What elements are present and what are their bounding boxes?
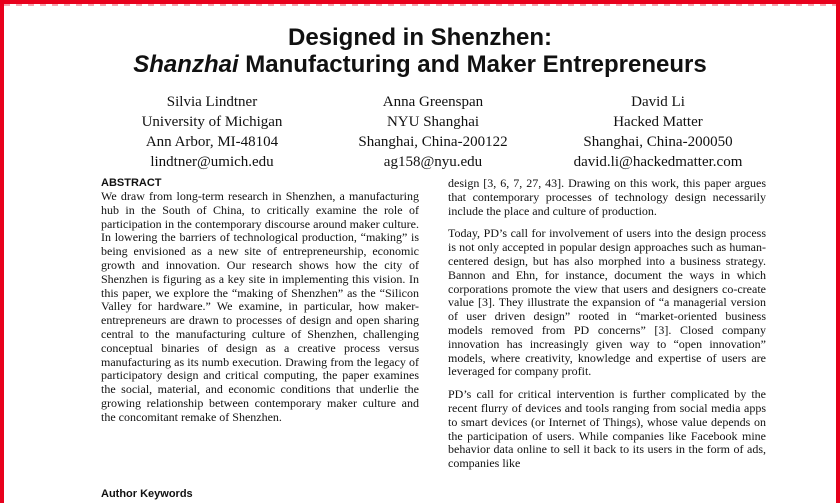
author-location: Shanghai, China-200122: [358, 134, 508, 150]
paper-title-line-2: [4, 51, 836, 79]
author-name: Silvia Lindtner: [166, 94, 258, 110]
author-block-2: [313, 92, 553, 172]
paper-title-rest: Manufacturing and Maker Entrepreneurs: [238, 51, 707, 78]
right-column: [448, 177, 766, 471]
abstract-heading: ABSTRACT: [101, 177, 162, 189]
author-name: Anna Greenspan: [382, 94, 484, 110]
author-email[interactable]: david.li@hackedmatter.com: [573, 154, 743, 170]
body-paragraph: PD’s call for critical intervention is further complicated by the recent flurry of devices and tools ranging from social media apps to smart devices (or Internet of Things), whose value depends on the participation of users. While companies like Facebook mine behavior data online to sell it back to its users in the form of ads, companies like: [448, 387, 766, 471]
author-block-3: [538, 92, 778, 172]
author-location: Shanghai, China-200050: [583, 134, 733, 150]
body-paragraph: design [3, 6, 7, 27, 43]. Drawing on this work, this paper argues that contemporary processes of technology design necessarily include the place and culture of production.: [448, 176, 766, 218]
left-column: [101, 177, 419, 425]
abstract-text: We draw from long-term research in Shenzhen, a manufacturing hub in the South of China, to critically examine the role of participation in the contemporary discourse around maker culture. In lowering the barriers of technological production, “making” is being envisioned as a new site of entrepreneurship, economic growth and innovation. Our research shows how the city of Shenzhen is figuring as a key site in implementing this vision. In this paper, we explore the “making of Shenzhen” as the “Silicon Valley for hardware.” We examine, in particular, how maker-entrepreneurs are drawn to processes of design and open sharing central to the manufacturing culture of Shenzhen, challenging conceptual binaries of design as a creative process versus manufacturing as its numb execution. Drawing from the legacy of participatory design and critical computing, the paper examines the social, material, and economic conditions that underlie the growing relationship between contemporary maker culture and the concomitant remake of Shenzhen.: [101, 189, 419, 424]
body-paragraph: Today, PD’s call for involvement of users into the design process is not only accepted in popular design approaches such as human-centered design, but has also morphed into a business strategy. Bannon and Ehn, for instance, document the ways in which corporations promote the view that users and designers co-create value [3]. They illustrate the expansion of “a managerial version of user driven design” rooted in “market-oriented business models removed from PD concerns” [3]. Closed company innovation has increasingly given way to “open innovation” models, where creativity, knowledge and expertise of users are leveraged for company profit.: [448, 226, 766, 379]
keywords-heading: Author Keywords: [101, 488, 193, 500]
author-name: David Li: [631, 94, 685, 110]
author-affiliation: University of Michigan: [141, 114, 283, 130]
paper-title-line-1: Designed in Shenzhen:: [287, 24, 553, 51]
author-email[interactable]: ag158@nyu.edu: [383, 154, 483, 170]
author-affiliation: Hacked Matter: [613, 114, 703, 130]
author-affiliation: NYU Shanghai: [386, 114, 480, 130]
author-location: Ann Arbor, MI-48104: [145, 134, 279, 150]
author-email[interactable]: lindtner@umich.edu: [150, 154, 274, 170]
paper-title-italic: Shanzhai: [133, 51, 239, 78]
author-block-1: [92, 92, 332, 172]
